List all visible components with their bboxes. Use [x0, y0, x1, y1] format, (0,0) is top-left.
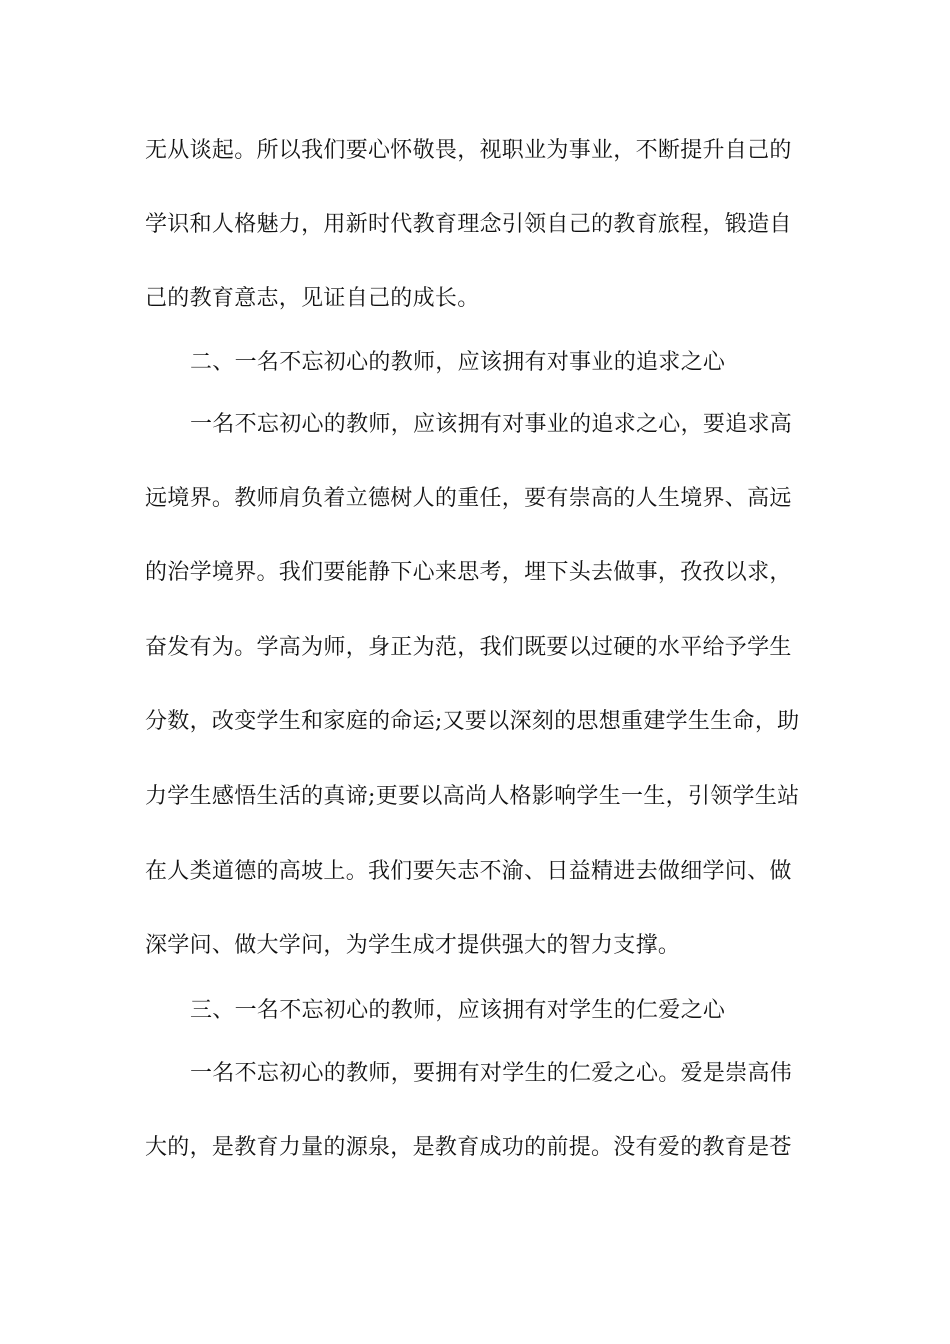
paragraph-3-line-1: 一名不忘初心的教师，要拥有对学生的仁爱之心。爱是崇高伟	[190, 1061, 793, 1086]
paragraph-2-line-8: 深学问、做大学问，为学生成才提供强大的智力支撑。	[145, 933, 681, 958]
paragraph-2-line-6: 力学生感悟生活的真谛;更要以高尚人格影响学生一生，引领学生站	[145, 784, 800, 809]
paragraph-2-line-5: 分数，改变学生和家庭的命运;又要以深刻的思想重建学生生命，助	[145, 709, 800, 734]
paragraph-2-line-1: 一名不忘初心的教师，应该拥有对事业的追求之心，要追求高	[190, 412, 793, 437]
paragraph-2-line-2: 远境界。教师肩负着立德树人的重任，要有崇高的人生境界、高远	[145, 486, 792, 511]
paragraph-2-line-4: 奋发有为。学高为师，身正为范，我们既要以过硬的水平给予学生	[145, 635, 792, 660]
section-heading-3: 三、一名不忘初心的教师，应该拥有对学生的仁爱之心	[190, 998, 726, 1023]
paragraph-2-line-7: 在人类道德的高坡上。我们要矢志不渝、日益精进去做细学问、做	[145, 859, 792, 884]
paragraph-2-line-3: 的治学境界。我们要能静下心来思考，埋下头去做事，孜孜以求，	[145, 560, 792, 585]
section-heading-2: 二、一名不忘初心的教师，应该拥有对事业的追求之心	[190, 350, 726, 375]
paragraph-1-line-2: 学识和人格魅力，用新时代教育理念引领自己的教育旅程，锻造自	[145, 212, 792, 237]
paragraph-1-line-3: 己的教育意志，见证自己的成长。	[145, 286, 480, 311]
paragraph-1-line-1: 无从谈起。所以我们要心怀敬畏，视职业为事业，不断提升自己的	[145, 138, 792, 163]
paragraph-3-line-2: 大的，是教育力量的源泉，是教育成功的前提。没有爱的教育是苍	[145, 1135, 792, 1160]
